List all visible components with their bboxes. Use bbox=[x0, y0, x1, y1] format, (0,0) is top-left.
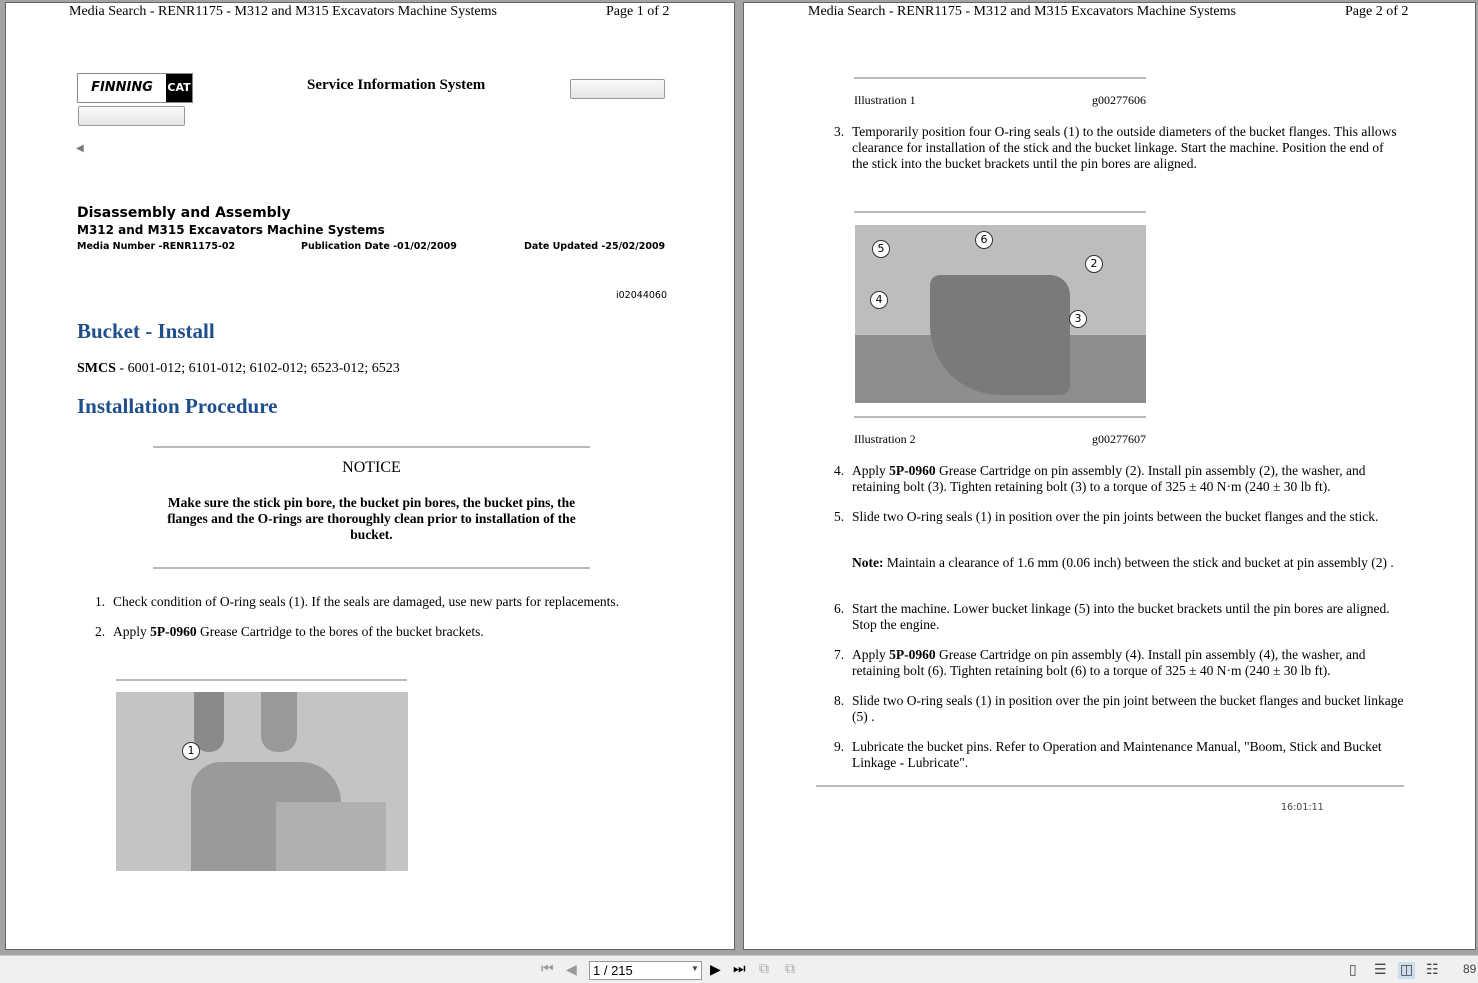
step-7: 7. Apply 5P-0960 Grease Cartridge on pin assembly (4). Install pin assembly (4), the washer, and retaining bolt (6). Tighten retaining bolt (6) to a torque of 325 ± 40 N·m (240 ± 30 lb ft). bbox=[834, 647, 1366, 678]
illustration-2-label: Illustration 2 bbox=[854, 432, 916, 446]
section-title: Bucket - Install bbox=[77, 319, 215, 343]
header-button-left[interactable] bbox=[78, 106, 185, 126]
notice-text: Make sure the stick pin bore, the bucket pin bores, the bucket pins, the flanges and the O-rings are thoroughly clean prior to installation of the bucket. bbox=[167, 495, 576, 542]
rotate-icon[interactable]: ⧉ bbox=[759, 962, 769, 977]
publication-date: Publication Date -01/02/2009 bbox=[301, 241, 457, 252]
procedure-title: Installation Procedure bbox=[77, 394, 278, 418]
doc-id: i02044060 bbox=[616, 290, 667, 301]
page-dropdown-icon[interactable]: ▼ bbox=[691, 964, 699, 973]
callout-6: 6 bbox=[975, 231, 993, 249]
header-button-right[interactable] bbox=[570, 79, 665, 99]
page-number: Page 1 of 2 bbox=[606, 4, 670, 19]
step-5: 5. Slide two O-ring seals (1) in position over the pin joints between the bucket flanges and the stick. bbox=[834, 509, 1379, 524]
callout-5: 5 bbox=[872, 240, 890, 258]
note: Note: Maintain a clearance of 1.6 mm (0.06 inch) between the stick and bucket at pin assembly (2) . bbox=[852, 555, 1394, 570]
callout-1: 1 bbox=[182, 742, 200, 760]
step-8: 8. Slide two O-ring seals (1) in position over the pin joint between the bucket flanges and bucket linkage (5) . bbox=[834, 693, 1404, 724]
callout-4: 4 bbox=[870, 291, 888, 309]
date-updated: Date Updated -25/02/2009 bbox=[524, 241, 666, 252]
step-9: 9. Lubricate the bucket pins. Refer to Operation and Maintenance Manual, "Boom, Stick and Bucket Linkage - Lubricate". bbox=[834, 739, 1382, 770]
page-header-title: Media Search - RENR1175 - M312 and M315 Excavators Machine Systems bbox=[69, 4, 497, 19]
finning-cat-logo: FINNING CAT bbox=[77, 73, 193, 103]
prev-page-icon[interactable]: ◀ bbox=[566, 963, 577, 978]
viewer-toolbar bbox=[0, 955, 1478, 983]
step-6: 6. Start the machine. Lower bucket linkage (5) into the bucket brackets until the pin bores are aligned. Stop the engine. bbox=[834, 601, 1390, 632]
two-page-icon[interactable]: ◫ bbox=[1400, 963, 1414, 978]
two-page-continuous-icon[interactable]: ☷ bbox=[1426, 963, 1439, 978]
step-1: 1. Check condition of O-ring seals (1). If the seals are damaged, use new parts for replacements. bbox=[95, 594, 620, 609]
zoom-level[interactable]: 89 bbox=[1463, 962, 1477, 976]
callout-3: 3 bbox=[1069, 310, 1087, 328]
illustration-1-code: g00277606 bbox=[1092, 93, 1146, 107]
step-2: 2. Apply 5P-0960 Grease Cartridge to the bores of the bucket brackets. bbox=[95, 624, 484, 639]
pdf-page-1 bbox=[5, 2, 735, 950]
smcs-line bbox=[77, 361, 400, 377]
single-page-icon[interactable]: ▯ bbox=[1349, 963, 1357, 978]
rotate-2-icon[interactable]: ⧉ bbox=[785, 962, 795, 977]
illustration-2-code: g00277607 bbox=[1092, 432, 1146, 446]
page-number: Page 2 of 2 bbox=[1345, 4, 1409, 19]
page-header-title: Media Search - RENR1175 - M312 and M315 Excavators Machine Systems bbox=[808, 4, 1236, 19]
next-page-icon[interactable]: ▶ bbox=[710, 963, 721, 978]
timestamp: 16:01:11 bbox=[1281, 802, 1324, 813]
step-3: 3. Temporarily position four O-ring seals (1) to the outside diameters of the bucket flanges. This allows clearance for installation of the stick and the bucket linkage. Start the machine. Position the end of the stick into the bucket brackets until the pin bores are aligned. bbox=[834, 124, 1397, 171]
doc-subtitle: M312 and M315 Excavators Machine Systems bbox=[77, 223, 385, 237]
back-arrow-icon[interactable]: ◀ bbox=[76, 143, 84, 154]
step-4: 4. Apply 5P-0960 Grease Cartridge on pin assembly (2). Install pin assembly (2), the washer, and retaining bolt (3). Tighten retaining bolt (3) to a torque of 325 ± 40 N·m (240 ± 30 lb ft). bbox=[834, 463, 1366, 494]
first-page-icon[interactable]: ⏮ bbox=[541, 962, 554, 977]
smcs-codes: - 6001-012; 6101-012; 6102-012; 6523-012; 6523 bbox=[115, 361, 400, 376]
illustration-2-image bbox=[855, 225, 1146, 403]
sis-title: Service Information System bbox=[307, 77, 486, 93]
notice-title: NOTICE bbox=[342, 459, 401, 476]
continuous-icon[interactable]: ☰ bbox=[1374, 963, 1387, 978]
page-number-input[interactable] bbox=[589, 961, 702, 980]
doc-title: Disassembly and Assembly bbox=[77, 205, 291, 221]
illustration-1-image bbox=[116, 692, 408, 871]
callout-2: 2 bbox=[1085, 255, 1103, 273]
media-number: Media Number -RENR1175-02 bbox=[77, 241, 236, 252]
smcs-label: SMCS bbox=[77, 361, 116, 376]
illustration-1-label: Illustration 1 bbox=[854, 93, 916, 107]
last-page-icon[interactable]: ⏭ bbox=[733, 962, 746, 977]
pdf-page-2 bbox=[743, 2, 1476, 950]
